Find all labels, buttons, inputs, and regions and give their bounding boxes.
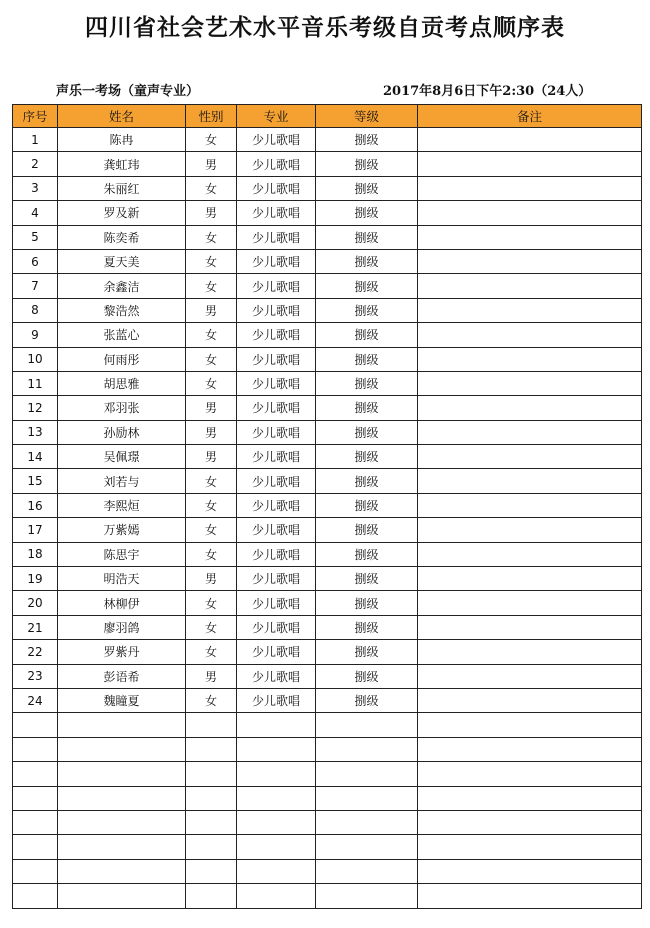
cell-major — [237, 786, 316, 810]
cell-remarks — [418, 493, 642, 517]
cell-number: 2 — [13, 152, 58, 176]
cell-remarks — [418, 762, 642, 786]
cell-remarks — [418, 615, 642, 639]
cell-gender — [186, 762, 237, 786]
cell-grade: 捌级 — [316, 640, 418, 664]
cell-major: 少儿歌唱 — [237, 445, 316, 469]
cell-number: 11 — [13, 371, 58, 395]
cell-remarks — [418, 152, 642, 176]
table-row — [13, 713, 642, 737]
cell-remarks — [418, 859, 642, 883]
table-header-row — [13, 105, 642, 128]
cell-major: 少儿歌唱 — [237, 249, 316, 273]
table-row — [13, 786, 642, 810]
cell-major: 少儿歌唱 — [237, 664, 316, 688]
cell-remarks — [418, 298, 642, 322]
cell-name: 余鑫洁 — [58, 274, 186, 298]
cell-major: 少儿歌唱 — [237, 640, 316, 664]
cell-grade: 捌级 — [316, 420, 418, 444]
cell-gender: 女 — [186, 688, 237, 712]
table-row — [13, 249, 642, 273]
cell-grade: 捌级 — [316, 176, 418, 200]
cell-name — [58, 859, 186, 883]
table-row — [13, 688, 642, 712]
cell-number: 20 — [13, 591, 58, 615]
table-row — [13, 884, 642, 908]
col-header-remarks: 备注 — [418, 105, 642, 128]
cell-number: 17 — [13, 518, 58, 542]
cell-grade — [316, 737, 418, 761]
cell-number: 18 — [13, 542, 58, 566]
cell-name: 张蓝心 — [58, 323, 186, 347]
cell-name: 廖羽鸽 — [58, 615, 186, 639]
cell-grade: 捌级 — [316, 323, 418, 347]
cell-grade — [316, 859, 418, 883]
cell-number — [13, 859, 58, 883]
cell-grade: 捌级 — [316, 152, 418, 176]
cell-major — [237, 810, 316, 834]
cell-remarks — [418, 786, 642, 810]
cell-name — [58, 786, 186, 810]
cell-name — [58, 737, 186, 761]
table-row — [13, 396, 642, 420]
table-row — [13, 835, 642, 859]
cell-grade: 捌级 — [316, 591, 418, 615]
cell-number: 3 — [13, 176, 58, 200]
cell-major: 少儿歌唱 — [237, 176, 316, 200]
cell-remarks — [418, 420, 642, 444]
cell-remarks — [418, 567, 642, 591]
cell-name — [58, 713, 186, 737]
cell-major: 少儿歌唱 — [237, 225, 316, 249]
cell-name: 黎浩然 — [58, 298, 186, 322]
table-row — [13, 567, 642, 591]
table-row — [13, 493, 642, 517]
cell-gender: 女 — [186, 615, 237, 639]
cell-grade: 捌级 — [316, 542, 418, 566]
cell-grade: 捌级 — [316, 347, 418, 371]
cell-remarks — [418, 249, 642, 273]
cell-gender: 男 — [186, 201, 237, 225]
cell-name — [58, 810, 186, 834]
table-row — [13, 347, 642, 371]
table-row — [13, 323, 642, 347]
cell-remarks — [418, 664, 642, 688]
cell-number: 5 — [13, 225, 58, 249]
cell-major — [237, 859, 316, 883]
cell-name: 万紫嫣 — [58, 518, 186, 542]
cell-major: 少儿歌唱 — [237, 298, 316, 322]
cell-name: 何雨彤 — [58, 347, 186, 371]
cell-number — [13, 786, 58, 810]
cell-major: 少儿歌唱 — [237, 469, 316, 493]
cell-grade — [316, 713, 418, 737]
cell-remarks — [418, 371, 642, 395]
cell-major: 少儿歌唱 — [237, 201, 316, 225]
cell-major: 少儿歌唱 — [237, 493, 316, 517]
cell-gender — [186, 859, 237, 883]
cell-grade: 捌级 — [316, 518, 418, 542]
cell-number: 15 — [13, 469, 58, 493]
cell-major: 少儿歌唱 — [237, 347, 316, 371]
cell-number: 22 — [13, 640, 58, 664]
cell-remarks — [418, 737, 642, 761]
table-row — [13, 298, 642, 322]
cell-gender — [186, 835, 237, 859]
cell-name — [58, 762, 186, 786]
cell-remarks — [418, 396, 642, 420]
table-row — [13, 128, 642, 152]
cell-major — [237, 762, 316, 786]
cell-grade — [316, 762, 418, 786]
cell-number: 4 — [13, 201, 58, 225]
cell-number: 13 — [13, 420, 58, 444]
cell-gender: 女 — [186, 591, 237, 615]
cell-gender: 男 — [186, 396, 237, 420]
cell-grade: 捌级 — [316, 274, 418, 298]
table-row — [13, 615, 642, 639]
cell-major: 少儿歌唱 — [237, 518, 316, 542]
cell-major — [237, 737, 316, 761]
table-row — [13, 225, 642, 249]
cell-number: 1 — [13, 128, 58, 152]
cell-gender: 女 — [186, 274, 237, 298]
cell-grade: 捌级 — [316, 567, 418, 591]
cell-number: 19 — [13, 567, 58, 591]
cell-grade: 捌级 — [316, 225, 418, 249]
cell-number: 24 — [13, 688, 58, 712]
order-table — [12, 104, 642, 909]
cell-number — [13, 713, 58, 737]
cell-grade — [316, 786, 418, 810]
exam-time-label: 2017年8月6日下午2:30（24人） — [383, 84, 592, 99]
table-row — [13, 445, 642, 469]
cell-gender: 女 — [186, 518, 237, 542]
cell-remarks — [418, 640, 642, 664]
cell-gender: 女 — [186, 493, 237, 517]
cell-name: 陈奕希 — [58, 225, 186, 249]
cell-major: 少儿歌唱 — [237, 688, 316, 712]
cell-major: 少儿歌唱 — [237, 591, 316, 615]
cell-number — [13, 810, 58, 834]
cell-number — [13, 737, 58, 761]
cell-remarks — [418, 884, 642, 908]
cell-remarks — [418, 128, 642, 152]
cell-remarks — [418, 347, 642, 371]
cell-remarks — [418, 591, 642, 615]
cell-grade: 捌级 — [316, 469, 418, 493]
cell-major: 少儿歌唱 — [237, 567, 316, 591]
cell-major: 少儿歌唱 — [237, 371, 316, 395]
cell-name: 胡思雅 — [58, 371, 186, 395]
cell-gender — [186, 884, 237, 908]
cell-major: 少儿歌唱 — [237, 542, 316, 566]
cell-name: 邓羽张 — [58, 396, 186, 420]
cell-grade — [316, 835, 418, 859]
cell-major: 少儿歌唱 — [237, 274, 316, 298]
cell-number: 6 — [13, 249, 58, 273]
cell-grade: 捌级 — [316, 371, 418, 395]
table-row — [13, 274, 642, 298]
cell-grade: 捌级 — [316, 615, 418, 639]
cell-grade: 捌级 — [316, 493, 418, 517]
cell-grade: 捌级 — [316, 249, 418, 273]
cell-gender: 女 — [186, 249, 237, 273]
cell-remarks — [418, 323, 642, 347]
cell-grade — [316, 810, 418, 834]
cell-name: 刘若与 — [58, 469, 186, 493]
cell-number: 23 — [13, 664, 58, 688]
table-row — [13, 640, 642, 664]
cell-gender: 女 — [186, 323, 237, 347]
cell-name — [58, 884, 186, 908]
cell-gender: 男 — [186, 298, 237, 322]
table-row — [13, 859, 642, 883]
table-row — [13, 152, 642, 176]
cell-name: 陈思宇 — [58, 542, 186, 566]
table-row — [13, 469, 642, 493]
table-row — [13, 591, 642, 615]
col-header-name: 姓名 — [58, 105, 186, 128]
cell-gender — [186, 786, 237, 810]
cell-remarks — [418, 542, 642, 566]
cell-gender: 男 — [186, 152, 237, 176]
cell-remarks — [418, 201, 642, 225]
cell-name: 明浩天 — [58, 567, 186, 591]
cell-name: 夏天美 — [58, 249, 186, 273]
exam-room-label: 声乐一考场（童声专业） — [56, 84, 200, 99]
cell-number — [13, 884, 58, 908]
cell-remarks — [418, 469, 642, 493]
cell-gender: 女 — [186, 469, 237, 493]
cell-gender: 女 — [186, 371, 237, 395]
cell-major: 少儿歌唱 — [237, 323, 316, 347]
cell-name: 吴佩璟 — [58, 445, 186, 469]
cell-remarks — [418, 688, 642, 712]
table-row — [13, 518, 642, 542]
cell-gender: 女 — [186, 176, 237, 200]
cell-remarks — [418, 518, 642, 542]
cell-grade: 捌级 — [316, 664, 418, 688]
cell-major: 少儿歌唱 — [237, 152, 316, 176]
cell-major — [237, 835, 316, 859]
cell-name: 林柳伊 — [58, 591, 186, 615]
cell-name: 罗紫丹 — [58, 640, 186, 664]
cell-grade: 捌级 — [316, 201, 418, 225]
cell-number: 12 — [13, 396, 58, 420]
cell-name — [58, 835, 186, 859]
cell-remarks — [418, 225, 642, 249]
cell-major — [237, 884, 316, 908]
cell-number — [13, 762, 58, 786]
cell-gender: 男 — [186, 445, 237, 469]
cell-gender: 男 — [186, 567, 237, 591]
col-header-number: 序号 — [13, 105, 58, 128]
cell-major: 少儿歌唱 — [237, 420, 316, 444]
cell-number: 21 — [13, 615, 58, 639]
cell-major: 少儿歌唱 — [237, 396, 316, 420]
cell-name: 陈冉 — [58, 128, 186, 152]
cell-grade: 捌级 — [316, 688, 418, 712]
cell-gender: 女 — [186, 347, 237, 371]
table-row — [13, 810, 642, 834]
cell-number: 7 — [13, 274, 58, 298]
cell-remarks — [418, 445, 642, 469]
cell-number: 10 — [13, 347, 58, 371]
cell-remarks — [418, 176, 642, 200]
col-header-grade: 等级 — [316, 105, 418, 128]
cell-grade: 捌级 — [316, 396, 418, 420]
cell-major: 少儿歌唱 — [237, 615, 316, 639]
cell-number — [13, 835, 58, 859]
cell-gender: 女 — [186, 542, 237, 566]
cell-gender — [186, 810, 237, 834]
cell-number: 16 — [13, 493, 58, 517]
cell-number: 14 — [13, 445, 58, 469]
table-row — [13, 737, 642, 761]
table-row — [13, 176, 642, 200]
cell-gender: 女 — [186, 640, 237, 664]
cell-name: 孙励林 — [58, 420, 186, 444]
cell-name: 朱丽红 — [58, 176, 186, 200]
cell-remarks — [418, 810, 642, 834]
cell-gender: 女 — [186, 225, 237, 249]
cell-major — [237, 713, 316, 737]
cell-gender: 男 — [186, 420, 237, 444]
table-row — [13, 664, 642, 688]
cell-name: 罗及新 — [58, 201, 186, 225]
cell-grade: 捌级 — [316, 128, 418, 152]
cell-gender — [186, 737, 237, 761]
cell-grade — [316, 884, 418, 908]
cell-name: 彭语希 — [58, 664, 186, 688]
cell-name: 龚虹玮 — [58, 152, 186, 176]
cell-major: 少儿歌唱 — [237, 128, 316, 152]
page-title: 四川省社会艺术水平音乐考级自贡考点顺序表 — [85, 15, 565, 41]
col-header-major: 专业 — [237, 105, 316, 128]
cell-name: 李熙烜 — [58, 493, 186, 517]
table-row — [13, 542, 642, 566]
cell-gender: 女 — [186, 128, 237, 152]
table-row — [13, 371, 642, 395]
table-row — [13, 762, 642, 786]
cell-grade: 捌级 — [316, 445, 418, 469]
cell-grade: 捌级 — [316, 298, 418, 322]
cell-name: 魏瞳夏 — [58, 688, 186, 712]
table-row — [13, 201, 642, 225]
table-row — [13, 420, 642, 444]
cell-gender: 男 — [186, 664, 237, 688]
col-header-gender: 性别 — [186, 105, 237, 128]
cell-remarks — [418, 274, 642, 298]
cell-number: 8 — [13, 298, 58, 322]
cell-remarks — [418, 835, 642, 859]
cell-gender — [186, 713, 237, 737]
cell-remarks — [418, 713, 642, 737]
cell-number: 9 — [13, 323, 58, 347]
